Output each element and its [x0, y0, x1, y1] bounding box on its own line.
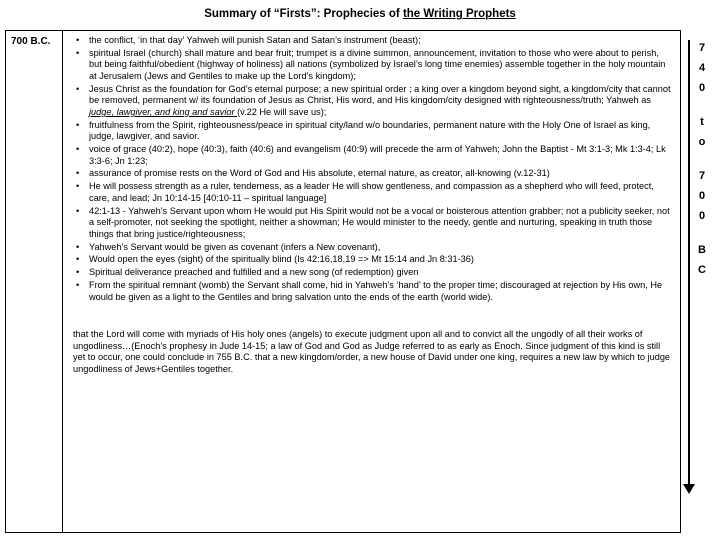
list-item: • assurance of promise rests on the Word of God and His absolute, eternal nature, as creator, all-knowing (v.12-31) — [73, 168, 674, 180]
summary-table — [5, 30, 681, 533]
page-title — [0, 8, 720, 20]
side-char: 7 — [698, 42, 706, 54]
list-item: • Spiritual deliverance preached and fulfilled and a new song (of redemption) given — [73, 267, 674, 279]
side-char: C — [698, 264, 706, 276]
title-underlined: the Writing Prophets — [402, 8, 516, 20]
side-char: 7 — [698, 170, 706, 182]
date-cell: 700 B.C. — [6, 31, 63, 532]
side-char: o — [698, 136, 706, 148]
list-item — [73, 84, 674, 119]
list-item: • the conflict, ‘in that day’ Yahweh will punish Satan and Satan’s instrument (beast); — [73, 35, 674, 47]
side-char: 0 — [698, 82, 706, 94]
side-char: B — [698, 244, 706, 256]
bullet3-before: Jesus Christ as the foundation for God’s eternal purpose; a new spiritual order ; a king over a kingdom beyond sight, a kingdom/city that cannot be removed, permanent w/ its foundation of Jesus as Christ, His word, and His kingdom/city designed with righteousness/truth; Yahweh as — [89, 83, 671, 106]
list-item: • fruitfulness from the Spirit, righteousness/peace in spiritual city/land w/o boundaries, permanent nature with the Holy One of Israel as king, judge, lawgiver, and savior. — [73, 120, 674, 143]
side-char: 0 — [698, 210, 706, 222]
list-item: • spiritual Israel (church) shall mature and bear fruit; trumpet is a divine summon, announcement, invitation to those who were about to perish, but being faithful/obedient (highway of holiness) all nations (symbolized by Israel’s long time enemies) assemble together in the holy mountain at Jerusalem (Jews and Gentiles to make up the Lord’s kingdom); — [73, 48, 674, 83]
list-item: • Would open the eyes (sight) of the spiritually blind (Is 42:16,18,19 => Mt 15:14 and Jn 8:31-36) — [73, 254, 674, 266]
title-prefix: Summary of “Firsts”: Prophecies of — [204, 8, 403, 20]
closing-paragraph: that the Lord will come with myriads of His holy ones (angels) to execute judgment upon all and to convict all the ungodly of all their works of ungodliness…(Enoch’s prophesy in Jude 14-15; a law of God and God as Judge referred to as early as Enoch. Since judgment of this kind is still yet to occur, one could conclude in 755 B.C. that a new kingdom/order, a new house of David under one king, requires a new law by which to judge ungodliness of Jews+Gentiles together. — [73, 329, 671, 374]
list-item: • voice of grace (40:2), hope (40:3), faith (40:6) and evangelism (40:9) will precede the arm of Yahweh; John the Baptist - Mt 3:1-3; Mk 1:3-4; Lk 3:3-6; Jn 1:23; — [73, 144, 674, 167]
bullet3-after: (v.22 He will save us); — [237, 106, 327, 117]
list-item: • Yahweh’s Servant would be given as covenant (infers a New covenant), — [73, 242, 674, 254]
side-char: 4 — [698, 62, 706, 74]
prophecy-list — [73, 35, 674, 303]
list-item: • He will possess strength as a ruler, tenderness, as a leader He will show gentleness, and compassion as a shepherd who will feed, protect, care, and lead; Jn 10:14-15 [40:10-11 – spiritual language] — [73, 181, 674, 204]
list-item: • From the spiritual remnant (womb) the Servant shall come, hid in Yahweh’s ‘hand’ to the proper time; discouraged at rejection by His own, He would be given as a light to the Gentiles and bring salvation unto the ends of the earth (world wide). — [73, 280, 674, 303]
side-char: t — [700, 116, 704, 128]
timeline-arrow-down-icon — [683, 484, 695, 494]
bullet3-underlined: judge, lawgiver, and king and savior — [89, 106, 238, 117]
timeline-side-label — [688, 38, 716, 280]
list-item: • 42:1-13 - Yahweh’s Servant upon whom He would put His Spirit would not be a vocal or boisterous attention grabber; not a publicity seeker, not a self-promoter, not seeking the spotlight, neither a showman; He would minister to the needy, gentle and nurturing, speaking in truth those things that bring justice/righteousness; — [73, 206, 674, 241]
content-cell — [63, 31, 680, 532]
side-char: 0 — [698, 190, 706, 202]
